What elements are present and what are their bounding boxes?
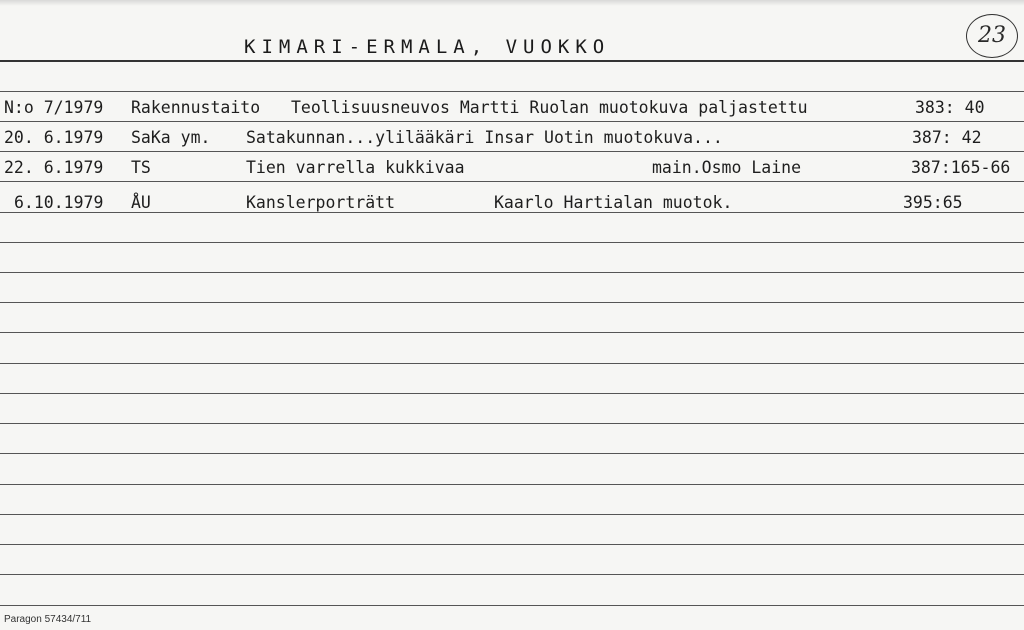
rule-line	[0, 544, 1024, 545]
header-rule	[0, 60, 1024, 62]
entry-source: SaKa ym.	[131, 128, 211, 147]
entry-date: N:o 7/1979	[4, 98, 104, 117]
entry-subject: Kaarlo Hartialan muotok.	[494, 193, 733, 212]
rule-line	[0, 212, 1024, 213]
entry-date: 6.10.1979	[14, 193, 104, 212]
rule-line	[0, 423, 1024, 424]
rule-line	[0, 514, 1024, 515]
entry-reference: 387: 42	[912, 128, 982, 147]
rule-line	[0, 91, 1024, 92]
rule-line	[0, 242, 1024, 243]
rule-line	[0, 272, 1024, 273]
entry-reference: 387:165-66	[911, 158, 1011, 177]
rule-line	[0, 151, 1024, 152]
entry-title: Tien varrella kukkivaa	[246, 158, 465, 177]
card-number-circle: 23	[966, 14, 1018, 58]
card-top-edge	[0, 0, 1024, 6]
entry-reference: 383: 40	[915, 98, 985, 117]
rule-line	[0, 605, 1024, 606]
rule-line	[0, 332, 1024, 333]
entry-source: TS	[131, 158, 151, 177]
card-footer-print: Paragon 57434/711	[4, 614, 92, 625]
entry-date: 22. 6.1979	[4, 158, 104, 177]
entry-reference: 395:65	[903, 193, 963, 212]
entry-date: 20. 6.1979	[4, 128, 104, 147]
rule-line	[0, 121, 1024, 122]
entry-title: Satakunnan...ylilääkäri Insar Uotin muotokuva...	[246, 128, 723, 147]
rule-line	[0, 453, 1024, 454]
rule-line	[0, 302, 1024, 303]
rule-line	[0, 363, 1024, 364]
entry-author: main.Osmo Laine	[652, 158, 802, 177]
card-title: KIMARI-ERMALA, VUOKKO	[244, 36, 611, 58]
entry-title: Teollisuusneuvos Martti Ruolan muotokuva paljastettu	[291, 98, 808, 117]
rule-line	[0, 484, 1024, 485]
entry-title: Kanslerporträtt	[246, 193, 396, 212]
entry-source: ÅU	[131, 193, 151, 212]
rule-line	[0, 393, 1024, 394]
rule-line	[0, 181, 1024, 182]
entry-source: Rakennustaito	[131, 98, 261, 117]
rule-line	[0, 574, 1024, 575]
